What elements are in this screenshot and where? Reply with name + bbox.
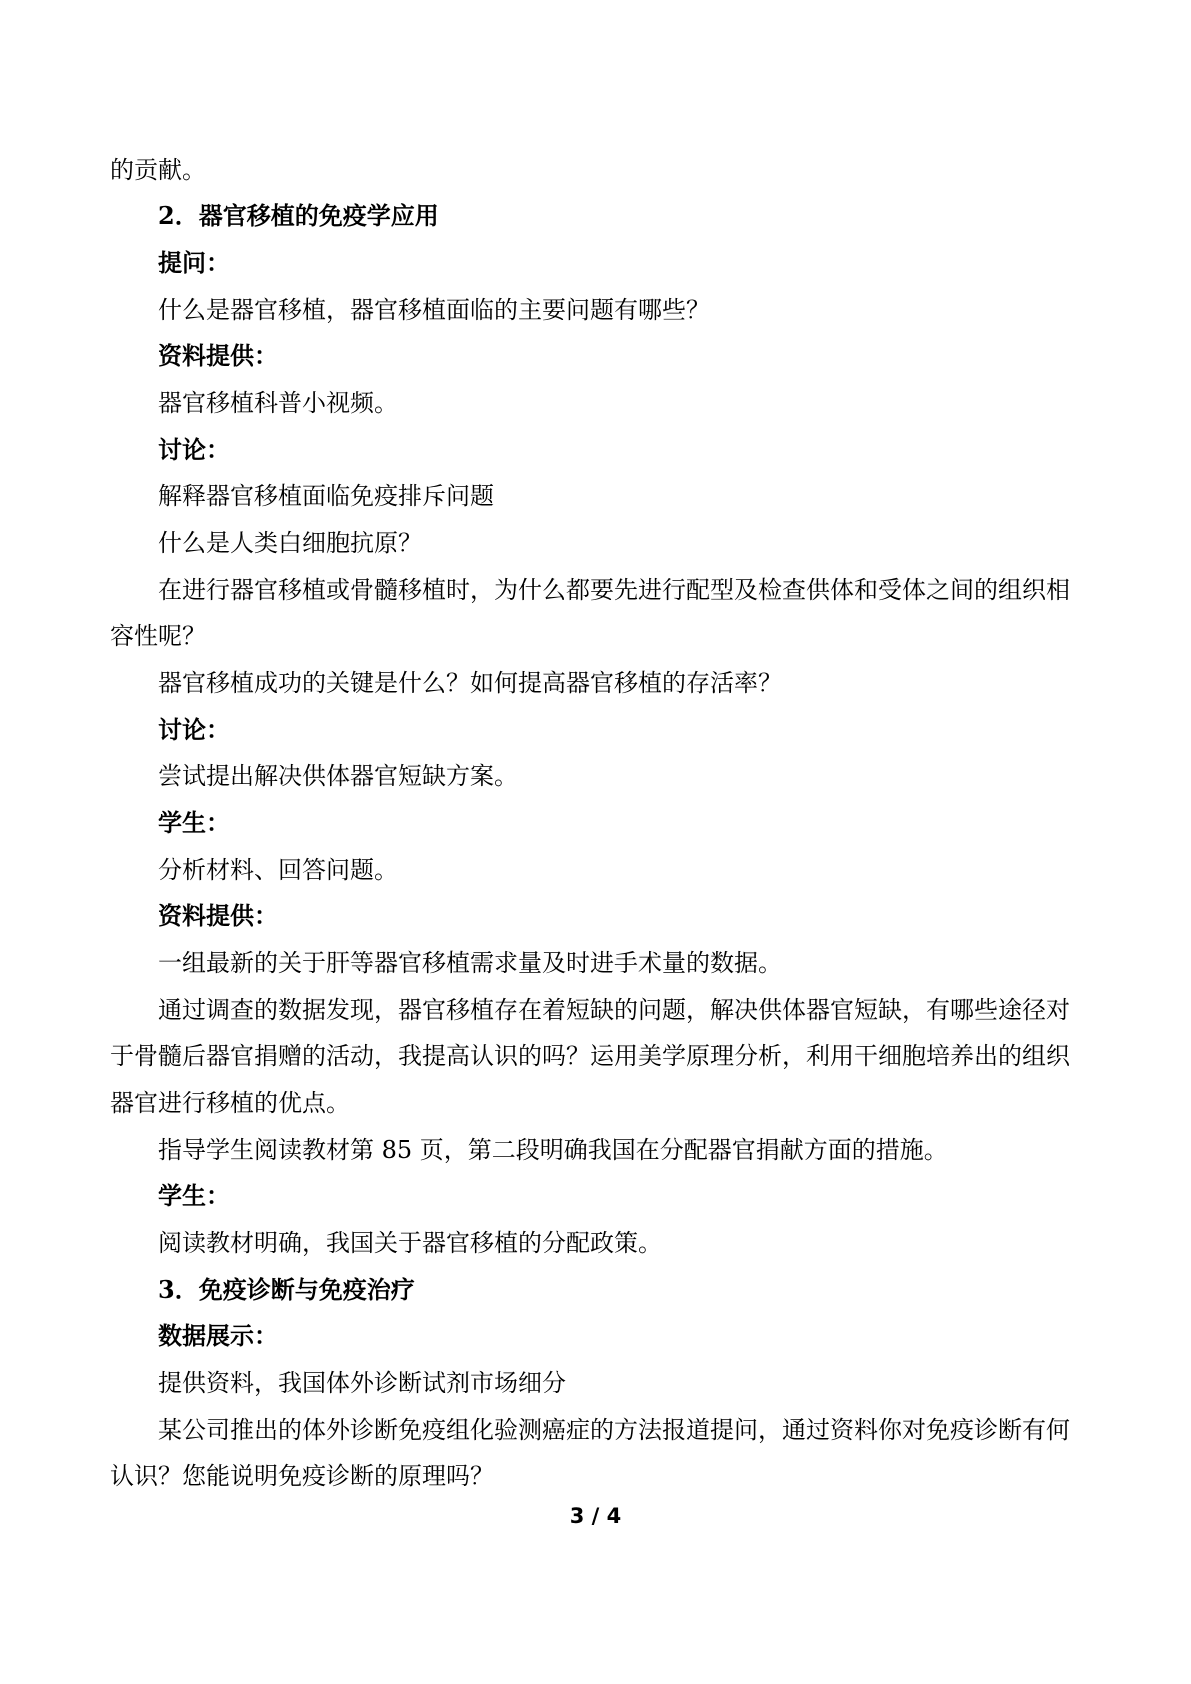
label-heading: 学生： (158, 1181, 230, 1210)
label-heading: 学生： (158, 808, 230, 837)
text-line: 什么是器官移植，器官移植面临的主要问题有哪些？ (158, 296, 710, 324)
text-line: 解释器官移植面临免疫排斥问题 (158, 482, 494, 510)
text-line: 认识？您能说明免疫诊断的原理吗？ (110, 1462, 494, 1490)
text-line: 容性呢？ (110, 622, 206, 650)
text-line: 器官进行移植的优点。 (110, 1089, 350, 1117)
label-heading: 讨论： (158, 435, 230, 464)
label-heading: 资料提供： (158, 901, 278, 930)
text-line: 某公司推出的体外诊断免疫组化验测癌症的方法报道提问，通过资料你对免疫诊断有何 (158, 1416, 1070, 1444)
text-line: 通过调查的数据发现，器官移植存在着短缺的问题，解决供体器官短缺，有哪些途径对 (158, 996, 1070, 1024)
text-line: 分析材料、回答问题。 (158, 856, 398, 884)
text-line: 什么是人类白细胞抗原？ (158, 529, 422, 557)
label-heading: 讨论： (158, 715, 230, 744)
text-line: 一组最新的关于肝等器官移植需求量及时进手术量的数据。 (158, 949, 782, 977)
text-line: 提供资料，我国体外诊断试剂市场细分 (158, 1369, 566, 1397)
label-heading: 资料提供： (158, 341, 278, 370)
label-heading: 数据展示： (158, 1321, 278, 1350)
text-line: 器官移植成功的关键是什么？如何提高器官移植的存活率？ (158, 669, 782, 697)
text-line: 尝试提出解决供体器官短缺方案。 (158, 762, 518, 790)
text-line: 于骨髓后器官捐赠的活动，我提高认识的吗？运用美学原理分析，利用干细胞培养出的组织 (110, 1042, 1070, 1070)
section-heading: 2．器官移植的免疫学应用 (158, 201, 439, 230)
section-heading: 3．免疫诊断与免疫治疗 (158, 1275, 415, 1304)
text-line: 的贡献。 (110, 156, 206, 184)
text-line: 器官移植科普小视频。 (158, 389, 398, 417)
page-number: 3 / 4 (569, 1504, 622, 1528)
label-heading: 提问： (158, 248, 230, 277)
text-line: 指导学生阅读教材第 85 页，第二段明确我国在分配器官捐献方面的措施。 (158, 1136, 948, 1164)
text-line: 在进行器官移植或骨髓移植时，为什么都要先进行配型及检查供体和受体之间的组织相 (158, 576, 1070, 604)
text-line: 阅读教材明确，我国关于器官移植的分配政策。 (158, 1229, 662, 1257)
